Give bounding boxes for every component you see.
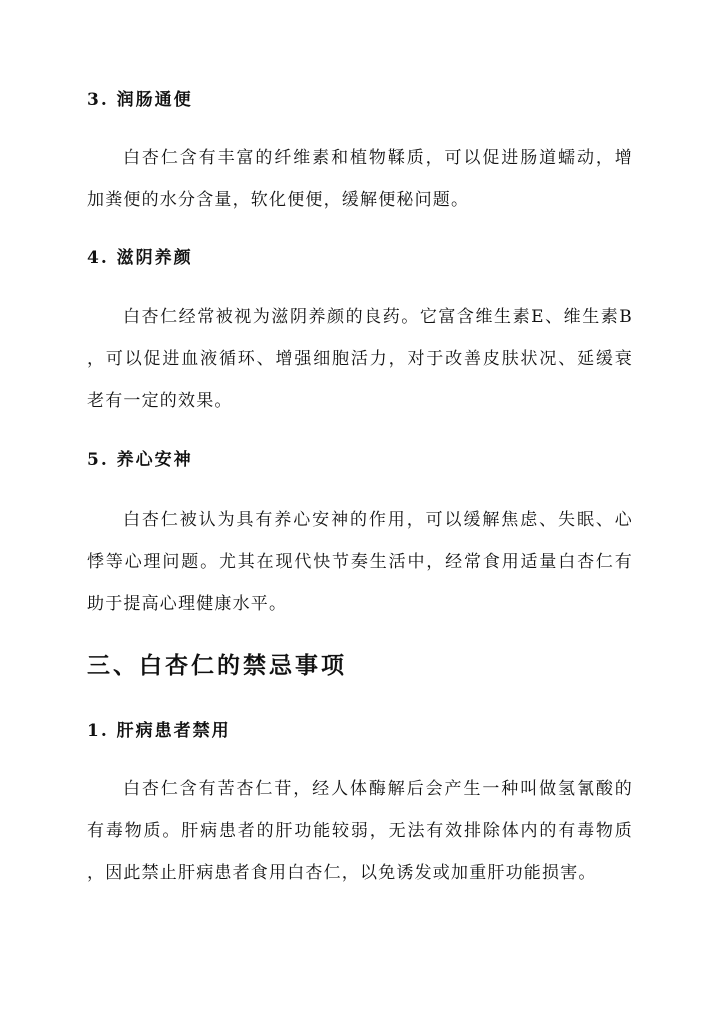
paragraph-line: 加粪便的水分含量，软化便便，缓解便秘问题。: [87, 190, 470, 210]
section-heading-contraindications: 三、白杏仁的禁忌事项: [87, 652, 347, 679]
paragraph-laxative: [87, 137, 633, 221]
paragraph-line: ，因此禁止肝病患者食用白杏仁，以免诱发或加重肝功能损害。: [87, 863, 597, 883]
paragraph-line: 有毒物质。肝病患者的肝功能较弱，无法有效排除体内的有毒物质: [87, 821, 633, 841]
paragraph-line: ，可以促进血液循环、增强细胞活力，对于改善皮肤状况、延缓衰: [87, 349, 633, 369]
paragraph-line: 悸等心理问题。尤其在现代快节奏生活中，经常食用适量白杏仁有: [87, 552, 633, 572]
paragraph-nourish-yin: [87, 296, 633, 422]
subheading-laxative: 3. 润肠通便: [87, 90, 193, 110]
paragraph-line: 白杏仁被认为具有养心安神的作用，可以缓解焦虑、失眠、心: [123, 510, 633, 530]
subheading-liver-patients: 1. 肝病患者禁用: [87, 721, 231, 741]
paragraph-calm-mind: [87, 499, 633, 625]
paragraph-line: 白杏仁含有丰富的纤维素和植物鞣质，可以促进肠道蠕动，增: [123, 148, 633, 168]
paragraph-liver-patients: [87, 768, 633, 894]
paragraph-line: 老有一定的效果。: [87, 391, 233, 411]
paragraph-line: 白杏仁经常被视为滋阴养颜的良药。它富含维生素E、维生素B: [123, 307, 633, 327]
paragraph-line: 助于提高心理健康水平。: [87, 594, 288, 614]
subheading-nourish-yin: 4. 滋阴养颜: [87, 248, 193, 268]
subheading-calm-mind: 5. 养心安神: [87, 450, 193, 470]
paragraph-line: 白杏仁含有苦杏仁苷，经人体酶解后会产生一种叫做氢氰酸的: [123, 779, 633, 799]
